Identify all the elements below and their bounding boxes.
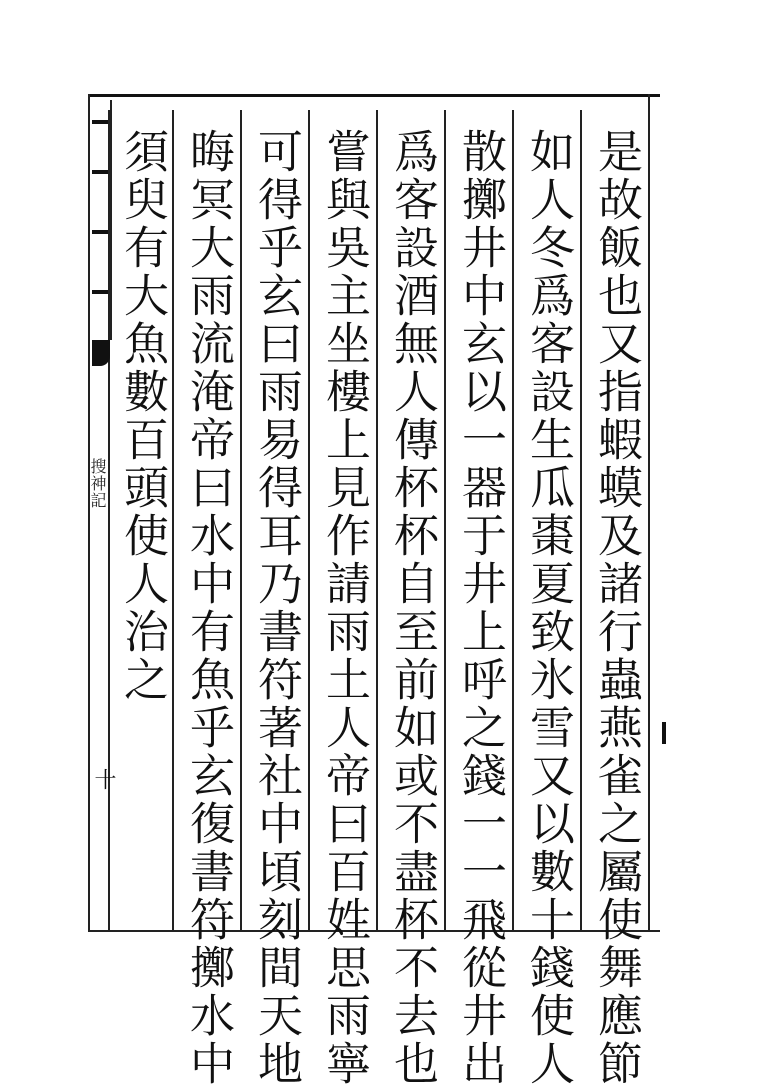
column-separator bbox=[444, 110, 446, 930]
text-column-4: 爲客設酒無人傳杯杯自至前如或不盡杯不去也 bbox=[386, 128, 439, 1088]
column-separator bbox=[376, 110, 378, 930]
gutter-title: 搜神記 bbox=[88, 458, 107, 509]
gutter-block bbox=[90, 100, 112, 340]
fishtail-mark bbox=[92, 340, 110, 366]
column-separator bbox=[240, 110, 242, 930]
column-separator bbox=[308, 110, 310, 930]
text-column-2: 如人冬爲客設生瓜棗夏致氷雪又以數十錢使人 bbox=[522, 128, 575, 1088]
edge-mark bbox=[662, 722, 666, 744]
text-column-7: 晦冥大雨流淹帝曰水中有魚乎玄復書符擲水中 bbox=[182, 128, 235, 1088]
frame-top-line bbox=[88, 94, 660, 97]
gutter-mark bbox=[92, 290, 108, 294]
column-separator bbox=[580, 110, 582, 930]
text-column-3: 散擲井中玄以一器于井上呼之錢一一飛從井出 bbox=[454, 128, 507, 1088]
gutter-page-number: 十 bbox=[91, 768, 116, 790]
text-column-8: 須臾有大魚數百頭使人治之 bbox=[116, 128, 169, 704]
frame-right-line bbox=[648, 94, 650, 932]
gutter-mark bbox=[92, 230, 108, 234]
column-separator bbox=[172, 110, 174, 930]
text-column-6: 可得乎玄曰雨易得耳乃書符著社中頃刻間天地 bbox=[250, 128, 303, 1088]
gutter-mark bbox=[92, 120, 108, 124]
gutter-mark bbox=[92, 170, 108, 174]
text-column-5: 嘗與吳主坐樓上見作請雨土人帝曰百姓思雨寧 bbox=[318, 128, 371, 1088]
column-separator bbox=[512, 110, 514, 930]
text-column-1: 是故飯也又指蝦蟆及諸行蟲燕雀之屬使舞應節 bbox=[590, 128, 643, 1088]
